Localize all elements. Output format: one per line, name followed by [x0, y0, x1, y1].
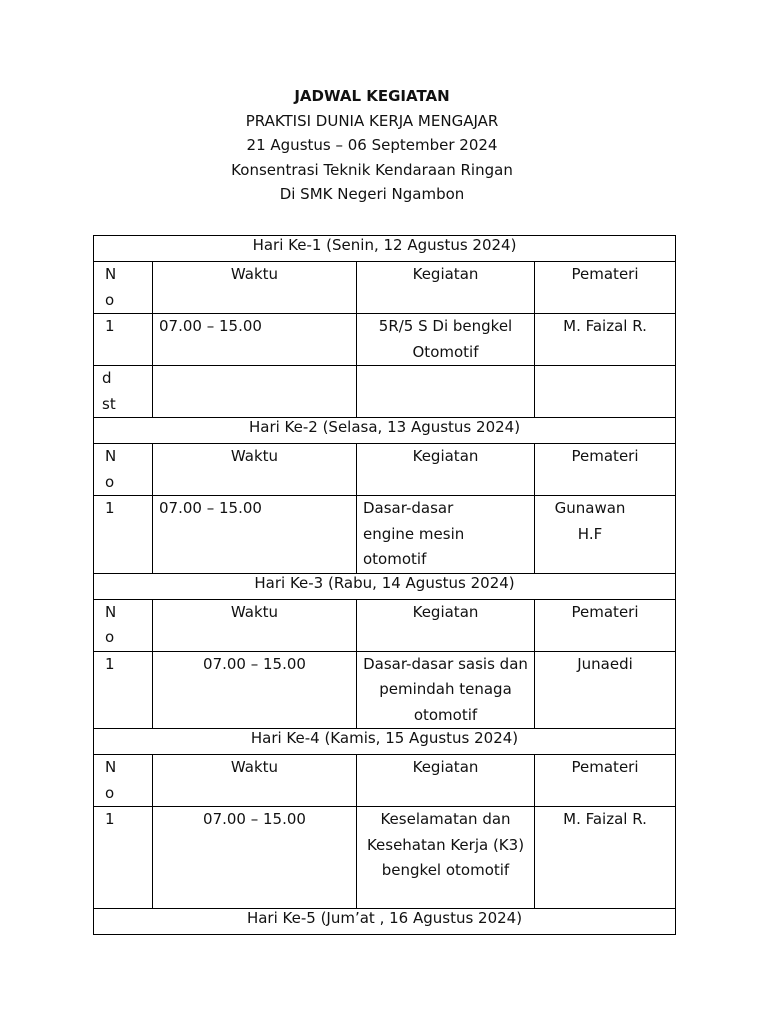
day-header [94, 909, 676, 935]
row-speaker: M. Faizal R. [535, 807, 676, 909]
date-range: 21 Agustus – 06 September 2024 [246, 136, 498, 154]
row-time: 07.00 – 15.00 [153, 651, 357, 729]
concentration: Konsentrasi Teknik Kendaraan Ringan [231, 160, 513, 179]
row-speaker: Gunawan H.F [535, 496, 676, 574]
row-time: 07.00 – 15.00 [153, 314, 357, 366]
row-activity: Dasar-dasar sasis dan pemindah tenaga otomotif [357, 651, 535, 729]
column-speaker: Pemateri [535, 444, 676, 496]
column-activity: Kegiatan [357, 599, 535, 651]
day-header [94, 729, 676, 755]
program-name: PRAKTISI DUNIA KERJA MENGAJAR [245, 111, 499, 130]
school-name: Di SMK Negeri Ngambon [279, 185, 465, 203]
day-label: Hari Ke-2 (Selasa, 13 Agustus 2024) [94, 418, 676, 444]
row-no: 1 [94, 496, 153, 574]
column-header-row [94, 444, 676, 496]
column-speaker: Pemateri [535, 262, 676, 314]
day-label: Hari Ke-3 (Rabu, 14 Agustus 2024) [94, 573, 676, 599]
column-header-row [94, 262, 676, 314]
day-label: Hari Ke-5 (Jum’at , 16 Agustus 2024) [94, 909, 676, 935]
column-time: Waktu [153, 262, 357, 314]
document-header [0, 84, 744, 207]
column-no: No [105, 758, 117, 802]
schedule-table [93, 235, 676, 935]
column-no: No [105, 602, 117, 646]
column-time: Waktu [153, 444, 357, 496]
row-activity: 5R/5 S Di bengkel Otomotif [357, 314, 535, 366]
column-activity: Kegiatan [357, 262, 535, 314]
column-activity: Kegiatan [357, 755, 535, 807]
row-time: 07.00 – 15.00 [153, 807, 357, 909]
column-header-row [94, 755, 676, 807]
day-label: Hari Ke-1 (Senin, 12 Agustus 2024) [94, 236, 676, 262]
row-no-continued: dst [102, 369, 116, 413]
row-activity: Dasar-dasar engine mesin otomotif [357, 496, 535, 574]
column-activity: Kegiatan [357, 444, 535, 496]
table-row [94, 496, 676, 574]
row-time: 07.00 – 15.00 [153, 496, 357, 574]
table-row [94, 807, 676, 909]
row-activity: Keselamatan dan Kesehatan Kerja (K3) bengkel otomotif [357, 807, 535, 909]
column-no: No [105, 265, 117, 309]
day-header [94, 236, 676, 262]
table-row-continued [94, 366, 676, 418]
day-label: Hari Ke-4 (Kamis, 15 Agustus 2024) [94, 729, 676, 755]
day-header [94, 573, 676, 599]
column-speaker: Pemateri [535, 755, 676, 807]
row-speaker: M. Faizal R. [535, 314, 676, 366]
document-title: JADWAL KEGIATAN [294, 87, 450, 105]
row-speaker: Junaedi [535, 651, 676, 729]
column-header-row [94, 599, 676, 651]
table-row [94, 651, 676, 729]
row-no: 1 [94, 651, 153, 729]
row-no: 1 [94, 314, 153, 366]
column-no: No [105, 447, 117, 491]
column-time: Waktu [153, 755, 357, 807]
column-time: Waktu [153, 599, 357, 651]
table-row [94, 314, 676, 366]
day-header [94, 418, 676, 444]
column-speaker: Pemateri [535, 599, 676, 651]
row-no: 1 [94, 807, 153, 909]
